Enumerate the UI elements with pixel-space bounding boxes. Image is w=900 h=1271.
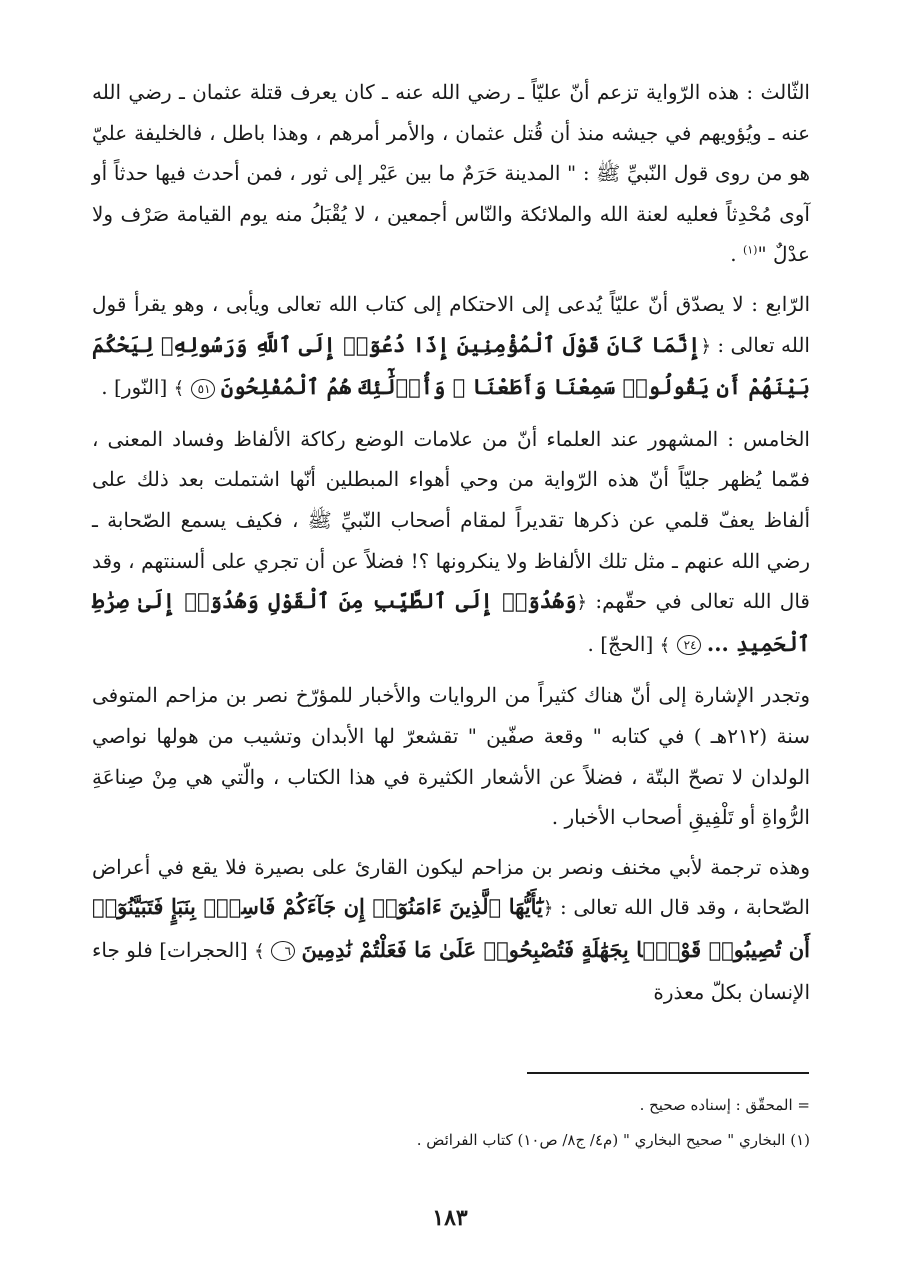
- quran-close-bracket: ﴾: [254, 940, 265, 962]
- footnote-divider: [527, 1072, 809, 1074]
- paragraph-text: [الحجرات] فلو جاء الإنسان بكلّ معذرة: [92, 937, 810, 1005]
- verse-number-marker: ٥١: [191, 379, 215, 399]
- paragraph-fourth-point: [92, 284, 810, 410]
- quran-open-bracket: ﴿: [576, 592, 588, 614]
- footnotes: [92, 1088, 810, 1158]
- paragraph-text: الثّالث : هذه الرّواية تزعم أنّ عليّاً ـ رضي الله عنه ـ كان يعرف قتلة عثمان ـ رضي الله عنه ـ ويُؤويهم في جيشه منذ أن قُتل عثمان ، والأمر أمرهم ، وهذا باطل ، فالخليفة عليّ هو من روى قول النّبيِّ ﷺ : " المدينة حَرَمٌ ما بين عَيْر إلى ثور ، فمن أحدث فيها حدثاً أو آوى مُحْدِثاً فعليه لعنة الله والملائكة والنّاس أجمعين ، لا يُقْبَلُ منه يوم القيامة صَرْف ولا عدْلٌ ": [92, 80, 810, 267]
- footnote-1: (١) البخاري " صحيح البخاري " (م٤/ ج٨/ ص١٠) كتاب الفرائض .: [416, 1131, 810, 1149]
- quran-open-bracket: ﴿: [700, 335, 711, 357]
- paragraph-note: وتجدر الإشارة إلى أنّ هناك كثيراً من الروايات والأخبار للمؤرّخ نصر بن مزاحم المتوفى سنة (٢١٢هـ ) في كتابه " وقعة صفّين " تقشعرّ لها الأبدان وتشيب من هولها نواصي الولدان لا تصحّ البتّة ، فضلاً عن الأشعار الكثيرة في هذا الكتاب ، والّتي هي مِنْ صِناعَةِ الرُّواةِ أو تَلْفِيقِ أصحاب الأخبار .: [92, 683, 810, 830]
- quran-close-bracket: ﴾: [173, 378, 185, 400]
- verse-number-marker: ٦: [271, 941, 295, 961]
- verse-number-marker: ٢٤: [677, 635, 701, 655]
- paragraph-end: .: [730, 242, 743, 267]
- paragraph-text: الخامس : المشهور عند العلماء أنّ من علامات الوضع ركاكة الألفاظ وفساد المعنى ، فمّما يُظهر جليّاً أنّ هذه الرّواية من وحي أهواء المبطلين أنّها اشتملت بعد ذلك على ألفاظ يعفّ قلمي عن ذكرها تقديراً لمقام أصحاب النّبيِّ ﷺ ، فكيف يسمع الصّحابة ـ رضي الله عنهم ـ مثل تلك الألفاظ ولا ينكرونها ؟! فضلاً عن أن تجري على ألسنتهم ، وقد قال الله تعالى في حقّهم:: [92, 426, 810, 614]
- footnote-continued: = المحقّق : إسناده صحيح .: [639, 1096, 810, 1114]
- surah-source: [الحجّ] .: [587, 631, 660, 656]
- quran-verse: وَهُدُوٓا۟ إِلَى ٱلطَّيِّبِ مِنَ ٱلْقَوْلِ وَهُدُوٓا۟ إِلَىٰ صِرَٰطِ ٱلْحَمِيدِ ...: [92, 588, 810, 656]
- paragraph-third-point: [92, 72, 810, 275]
- quran-verse: يَٰٓأَيُّهَا ٱلَّذِينَ ءَامَنُوٓا۟ إِن جَآءَكُمْ فَاسِقٌۢ بِنَبَإٍ فَتَبَيَّنُوٓا۟ أَن تُصِيبُوا۟ قَوْمًۢا بِجَهَٰلَةٍ فَتُصْبِحُوا۟ عَلَىٰ مَا فَعَلْتُمْ نَٰدِمِينَ: [92, 894, 810, 962]
- paragraph-text: وهذه ترجمة لأبي مخنف ونصر بن مزاحم ليكون القارئ على بصيرة فلا يقع في أعراض الصّحابة ، وقد قال الله تعالى :: [92, 854, 810, 920]
- main-text: [92, 72, 810, 1013]
- paragraph-fifth-point: [92, 419, 810, 667]
- quran-close-bracket: ﴾: [659, 634, 671, 656]
- page-number: ١٨٣: [432, 1205, 468, 1231]
- surah-source: [النّور] .: [101, 375, 174, 400]
- footnote-reference[interactable]: (١): [742, 243, 758, 257]
- quran-open-bracket: ﴿: [542, 898, 554, 920]
- paragraph-text: الرّابع : لا يصدّق أنّ عليّاً يُدعى إلى الاحتكام إلى كتاب الله تعالى ويأبى ، وهو يقرأ قول الله تعالى :: [92, 291, 810, 357]
- quran-verse: إِنَّمَا كَانَ قَوْلَ ٱلْمُؤْمِنِينَ إِذَا دُعُوٓا۟ إِلَى ٱللَّهِ وَرَسُولِهِۦ لِيَحْكُمَ بَيْنَهُمْ أَن يَقُولُوا۟ سَمِعْنَا وَأَطَعْنَا ۚ وَأُو۟لَٰٓئِكَ هُمُ ٱلْمُفْلِحُونَ: [92, 331, 810, 400]
- paragraph-biographies: [92, 847, 810, 1013]
